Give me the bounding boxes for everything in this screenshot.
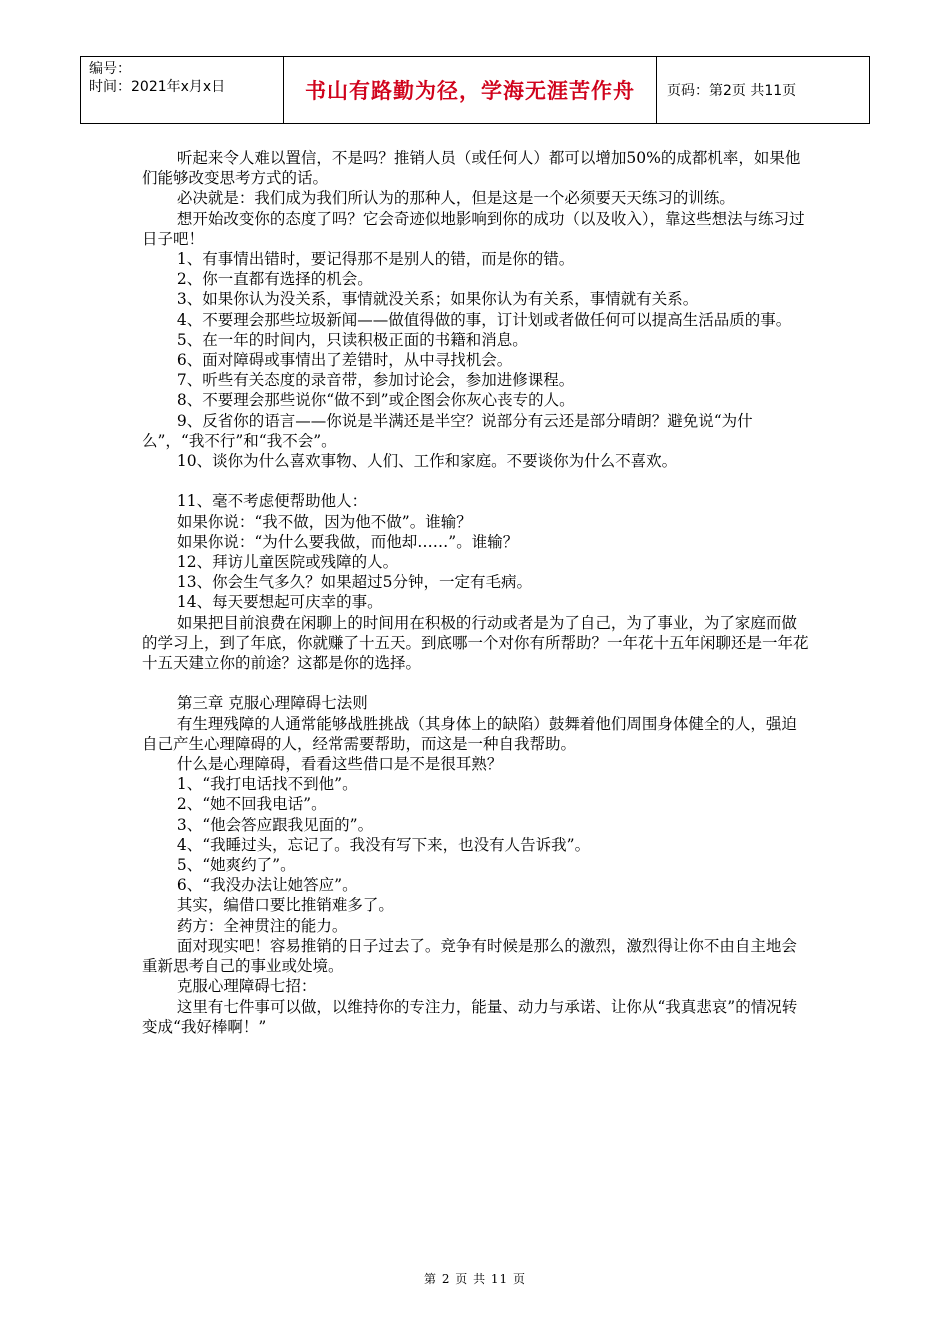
page-header [80,56,870,124]
paragraph: 如果你说：“为什么要我做，而他却……”。谁输？ [176,532,519,551]
list-item: 7、听些有关态度的录音带，参加讨论会，参加进修课程。 [176,371,575,390]
list-item: 10、谈你为什么喜欢事物、人们、工作和家庭。不要谈你为什么不喜欢。 [176,452,678,471]
paragraph: 克服心理障碍七招： [176,977,317,996]
paragraph: 什么是心理障碍，看看这些借口是不是很耳熟？ [176,755,503,774]
list-item: 8、不要理会那些说你“做不到”或企图会你灰心丧专的人。 [176,391,575,410]
list-item: 13、你会生气多久？如果超过5分钟，一定有毛病。 [176,573,532,592]
blank-line [142,673,810,693]
list-item: 5、“她爽约了”。 [176,856,296,875]
paragraph: 这里有七件事可以做，以维持你的专注力，能量、动力与承诺、让你从“我真悲哀”的情况转变成“我好棒啊！” [142,997,798,1036]
paragraph: 听起来令人难以置信，不是吗？推销人员（或任何人）都可以增加50%的成都机率，如果他们能够改变思考方式的话。 [142,149,801,188]
list-item: 1、“我打电话找不到他”。 [176,775,358,794]
list-item: 9、反省你的语言——你说是半满还是半空？说部分有云还是部分晴朗？避免说“为什么”，“我不行”和“我不会”。 [142,411,753,450]
paragraph: 面对现实吧！容易推销的日子过去了。竞争有时候是那么的激烈，激烈得让你不由自主地会重新思考自己的事业或处境。 [142,936,797,976]
paragraph: 必决就是：我们成为我们所认为的那种人，但是这是一个必须要天天练习的训练。 [176,189,735,208]
document-number-label: 编号： [89,61,131,77]
chapter-heading: 第三章 克服心理障碍七法则 [176,694,368,713]
header-motto: 书山有路勤为径，学海无涯苦作舟 [284,57,657,123]
header-page-info: 页码：第2页 共11页 [667,83,797,99]
list-item: 12、拜访儿童医院或残障的人。 [176,553,399,572]
list-item: 2、你一直都有选择的机会。 [176,270,373,289]
header-meta [81,57,284,123]
paragraph: 如果你说：“我不做，因为他不做”。谁输？ [176,512,472,531]
list-item: 4、“我睡过头，忘记了。我没有写下来，也没有人告诉我”。 [176,835,591,854]
list-item: 11、毫不考虑便帮助他人： [176,492,368,511]
document-body [142,148,810,1037]
list-item: 6、“我没办法让她答应”。 [176,876,358,895]
list-item: 6、面对障碍或事情出了差错时，从中寻找机会。 [176,351,513,370]
list-item: 2、“她不回我电话”。 [176,795,327,814]
list-item: 5、在一年的时间内，只读积极正面的书籍和消息。 [176,330,528,349]
blank-line [142,471,810,491]
paragraph: 其实，编借口要比推销难多了。 [176,896,394,915]
paragraph: 如果把目前浪费在闲聊上的时间用在积极的行动或者是为了自己，为了事业，为了家庭而做的学习上，到了年底，你就赚了十五天。到底哪一个对你有所帮助？一年花十五年闲聊还是一年花十五天建立你的前途？这都是你的选择。 [142,613,809,673]
list-item: 3、如果你认为没关系，事情就没关系；如果你认为有关系，事情就有关系。 [176,290,699,309]
list-item: 14、每天要想起可庆幸的事。 [176,593,383,612]
paragraph: 药方：全神贯注的能力。 [176,916,348,935]
paragraph: 有生理残障的人通常能够战胜挑战（其身体上的缺陷）鼓舞着他们周围身体健全的人，强迫自己产生心理障碍的人，经常需要帮助，而这是一种自我帮助。 [142,714,797,753]
list-item: 4、不要理会那些垃圾新闻——做值得做的事，订计划或者做任何可以提高生活品质的事。 [176,310,792,329]
list-item: 3、“他会答应跟我见面的”。 [176,815,374,834]
list-item: 1、有事情出错时，要记得那不是别人的错，而是你的错。 [176,250,575,269]
document-time-label: 时间：2021年x月x日 [89,79,226,95]
paragraph: 想开始改变你的态度了吗？它会奇迹似地影响到你的成功（以及收入），靠这些想法与练习过日子吧！ [142,209,805,248]
page-footer: 第 2 页 共 11 页 [424,1272,526,1286]
